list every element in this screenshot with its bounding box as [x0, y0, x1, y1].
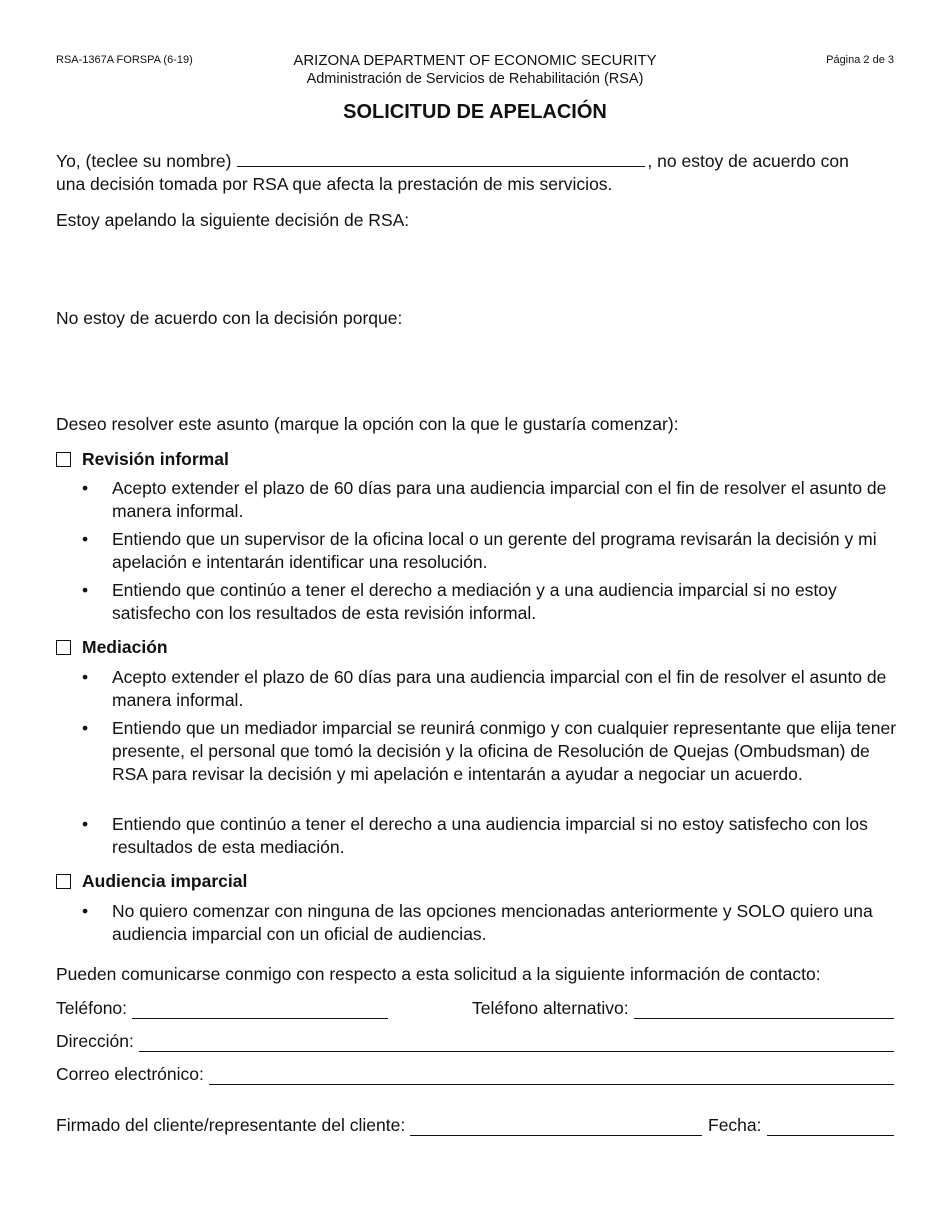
- email-field[interactable]: [209, 1067, 894, 1085]
- page-title: SOLICITUD DE APELACIÓN: [343, 101, 607, 123]
- email-label: Correo electrónico:: [56, 1064, 204, 1084]
- administration-name: Administración de Servicios de Rehabilitación (RSA): [306, 71, 644, 87]
- bullet-icon: •: [82, 814, 89, 834]
- resolve-label: Deseo resolver este asunto (marque la opción con la que le gustaría comenzar):: [56, 414, 679, 434]
- option-mediation: [56, 637, 168, 658]
- intro-suffix: , no estoy de acuerdo con: [647, 151, 849, 171]
- contact-intro: Pueden comunicarse conmigo con respecto a esta solicitud a la siguiente información de contacto:: [56, 964, 821, 984]
- option-fair-hearing: [56, 871, 247, 892]
- bullet-text: Acepto extender el plazo de 60 días para una audiencia imparcial con el fin de resolver el asunto de manera informal.: [112, 667, 887, 710]
- phone-field[interactable]: [132, 1001, 388, 1019]
- bullet-text: No quiero comenzar con ninguna de las opciones mencionadas anteriormente y SOLO quiero una audiencia imparcial con un oficial de audiencias.: [112, 901, 873, 944]
- bullet-icon: •: [82, 667, 89, 687]
- email-row: [56, 1064, 894, 1085]
- appealed-decision-field[interactable]: [56, 236, 894, 302]
- option-title: Mediación: [82, 637, 168, 657]
- alt-phone-field[interactable]: [634, 1001, 894, 1019]
- fair-hearing-checkbox[interactable]: [56, 874, 71, 889]
- informal-review-checkbox[interactable]: [56, 452, 71, 467]
- bullet-icon: •: [82, 901, 89, 921]
- list-item: [82, 900, 897, 946]
- name-field[interactable]: [237, 150, 645, 167]
- address-field[interactable]: [139, 1034, 894, 1052]
- signature-field[interactable]: [410, 1118, 702, 1136]
- appealing-label: Estoy apelando la siguiente decisión de RSA:: [56, 210, 410, 230]
- option-informal-review: [56, 449, 229, 470]
- bullet-icon: •: [82, 580, 89, 600]
- option-title: Audiencia imparcial: [82, 871, 248, 891]
- list-item: [82, 666, 897, 712]
- list-item: [82, 717, 897, 786]
- date-label: Fecha:: [708, 1115, 762, 1135]
- intro-line2: una decisión tomada por RSA que afecta la prestación de mis servicios.: [56, 174, 613, 194]
- signature-label: Firmado del cliente/representante del cliente:: [56, 1115, 406, 1135]
- bullet-text: Acepto extender el plazo de 60 días para una audiencia imparcial con el fin de resolver el asunto de manera informal.: [112, 478, 887, 521]
- date-field[interactable]: [767, 1118, 895, 1136]
- intro-paragraph: [56, 150, 896, 196]
- bullet-text: Entiendo que un mediador imparcial se reunirá conmigo y con cualquier representante que elija tener presente, el personal que tomó la decisión y la oficina de Resolución de Quejas (Ombudsman) de RSA para revisar la decisión y mi apelación e intentarán a ayudar a negociar un acuerdo.: [112, 718, 897, 784]
- bullet-icon: •: [82, 529, 89, 549]
- date-row: [708, 1115, 894, 1136]
- bullet-icon: •: [82, 478, 89, 498]
- disagree-label: No estoy de acuerdo con la decisión porque:: [56, 308, 403, 328]
- alt-phone-label: Teléfono alternativo:: [472, 998, 629, 1018]
- intro-prefix: Yo, (teclee su nombre): [56, 151, 232, 171]
- phone-label: Teléfono:: [56, 998, 128, 1018]
- header-block: [0, 52, 950, 88]
- address-label: Dirección:: [56, 1031, 134, 1051]
- bullet-text: Entiendo que un supervisor de la oficina local o un gerente del programa revisarán la decisión y mi apelación e intentarán identificar una resolución.: [112, 529, 877, 572]
- option-title: Revisión informal: [82, 449, 229, 469]
- page-number: Página 2 de 3: [826, 54, 894, 66]
- disagreement-reason-field[interactable]: [56, 334, 894, 404]
- alt-phone-row: [472, 998, 894, 1019]
- bullet-icon: •: [82, 718, 89, 738]
- list-item: [82, 579, 897, 625]
- bullet-text: Entiendo que continúo a tener el derecho a mediación y a una audiencia imparcial si no estoy satisfecho con los resultados de esta revisión informal.: [112, 580, 837, 623]
- list-item: [82, 528, 897, 574]
- signature-row: [56, 1115, 702, 1136]
- form-id: RSA-1367A FORSPA (6-19): [56, 54, 193, 66]
- address-row: [56, 1031, 894, 1052]
- phone-row: [56, 998, 388, 1019]
- bullet-text: Entiendo que continúo a tener el derecho a una audiencia imparcial si no estoy satisfecho con los resultados de esta mediación.: [112, 814, 868, 857]
- list-item: [82, 813, 897, 859]
- mediation-checkbox[interactable]: [56, 640, 71, 655]
- list-item: [82, 477, 897, 523]
- agency-name: ARIZONA DEPARTMENT OF ECONOMIC SECURITY: [293, 52, 657, 69]
